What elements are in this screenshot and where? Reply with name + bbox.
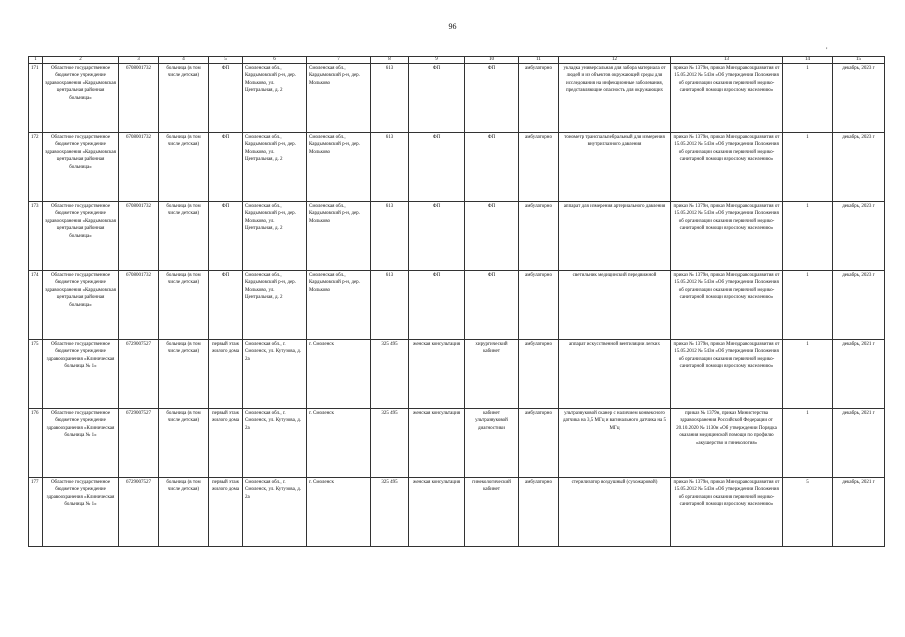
row-number-cell: 172 [29, 133, 43, 202]
column-number: 12 [559, 57, 671, 64]
table-row [29, 478, 885, 547]
inn-cell: 6729007527 [119, 409, 159, 478]
table-row [29, 271, 885, 340]
care-form-cell: амбулаторно [519, 202, 559, 271]
equipment-cell: тонометр транспальпебральный для измерения внутриглазного давления [559, 133, 671, 202]
column-number: 3 [119, 57, 159, 64]
area-cell: Смоленская обл., Кардымовский р-н, дер. Мольково [307, 64, 371, 133]
quantity-cell: 1 [783, 64, 833, 133]
column-number-row [29, 57, 885, 64]
row-number-cell: 176 [29, 409, 43, 478]
column-number: 11 [519, 57, 559, 64]
equipment-cell: укладка универсальная для забора материала от людей и из объектов окружающей среды для исследования на инфекционные заболевания, представляющие опасность для окружающих [559, 64, 671, 133]
inn-cell: 6708001732 [119, 133, 159, 202]
page-mark: , [826, 44, 828, 50]
care-form-cell: амбулаторно [519, 340, 559, 409]
row-number-cell: 177 [29, 478, 43, 547]
inn-cell: 6708001732 [119, 202, 159, 271]
code-cell: 325 495 [371, 478, 409, 547]
quantity-cell: 1 [783, 133, 833, 202]
quantity-cell: 1 [783, 202, 833, 271]
placement-cell: ФП [209, 202, 243, 271]
equipment-cell: стерилизатор воздушный (сухожаровой) [559, 478, 671, 547]
order-cell: приказ № 1379н, приказ Минздравсоцразвития от 15.05.2012 № 543н «Об утверждении Положения об организации оказания первичной медико-санитарной помощи взрослому населению» [671, 64, 783, 133]
care-form-cell: амбулаторно [519, 64, 559, 133]
area-cell: г. Смоленск [307, 340, 371, 409]
organization-cell: Областное государственное бюджетное учреждение здравоохранения «Кардымовская центральная районная больница» [43, 64, 119, 133]
row-number-cell: 171 [29, 64, 43, 133]
unit-cell: женская консультация [409, 409, 465, 478]
order-cell: приказ № 1379н, приказ Минздравсоцразвития от 15.05.2012 № 543н «Об утверждении Положения об организации оказания первичной медико-санитарной помощи взрослому населению» [671, 202, 783, 271]
area-cell: Смоленская обл., Кардымовский р-н, дер. Мольково [307, 133, 371, 202]
unit-cell: женская консультация [409, 340, 465, 409]
column-number: 13 [671, 57, 783, 64]
cabinet-cell: кабинет ультразвуковой диагностики [465, 409, 519, 478]
column-number: 14 [783, 57, 833, 64]
order-cell: приказ № 1379н, приказ Минздравсоцразвития от 15.05.2012 № 543н «Об утверждении Положения об организации оказания первичной медико-санитарной помощи взрослому населению» [671, 133, 783, 202]
placement-cell: первый этаж жилого дома [209, 409, 243, 478]
address-cell: Смоленская обл., Кардымовский р-н, дер. Мольково, ул. Центральная, д. 2 [243, 271, 307, 340]
equipment-cell: аппарат для измерения артериального давления [559, 202, 671, 271]
cabinet-cell: ФП [465, 202, 519, 271]
care-form-cell: амбулаторно [519, 271, 559, 340]
order-cell: приказ № 1379н, приказ Минздравсоцразвития от 15.05.2012 № 543н «Об утверждении Положения об организации оказания первичной медико-санитарной помощи взрослому населению» [671, 478, 783, 547]
quantity-cell: 1 [783, 409, 833, 478]
column-number: 15 [833, 57, 885, 64]
unit-cell: ФП [409, 271, 465, 340]
quantity-cell: 5 [783, 478, 833, 547]
care-form-cell: амбулаторно [519, 409, 559, 478]
cabinet-cell: гинекологический кабинет [465, 478, 519, 547]
facility-type-cell: больница (в том числе детская) [159, 202, 209, 271]
code-cell: 325 495 [371, 409, 409, 478]
table-row [29, 340, 885, 409]
placement-cell: первый этаж жилого дома [209, 340, 243, 409]
column-number: 5 [209, 57, 243, 64]
cabinet-cell: ФП [465, 133, 519, 202]
date-cell: декабрь, 2023 г [833, 64, 885, 133]
care-form-cell: амбулаторно [519, 478, 559, 547]
page-number: 96 [448, 22, 457, 31]
organization-cell: Областное государственное бюджетное учреждение здравоохранения «Кардымовская центральная районная больница» [43, 133, 119, 202]
row-number-cell: 174 [29, 271, 43, 340]
facility-type-cell: больница (в том числе детская) [159, 340, 209, 409]
date-cell: декабрь, 2023 г [833, 133, 885, 202]
quantity-cell: 1 [783, 271, 833, 340]
table-row [29, 64, 885, 133]
address-cell: Смоленская обл., г. Смоленск, ул. Кутузова, д. 2а [243, 478, 307, 547]
address-cell: Смоленская обл., Кардымовский р-н, дер. Мольково, ул. Центральная, д. 2 [243, 64, 307, 133]
unit-cell: ФП [409, 64, 465, 133]
order-cell: приказ № 1379н, приказ Минздравсоцразвития от 15.05.2012 № 543н «Об утверждении Положения об организации оказания первичной медико-санитарной помощи взрослому населению» [671, 340, 783, 409]
code-cell: 613 [371, 202, 409, 271]
cabinet-cell: ФП [465, 271, 519, 340]
facility-type-cell: больница (в том числе детская) [159, 409, 209, 478]
date-cell: декабрь, 2023 г [833, 271, 885, 340]
address-cell: Смоленская обл., г. Смоленск, ул. Кутузова, д. 2а [243, 340, 307, 409]
column-number: 4 [159, 57, 209, 64]
column-number: 7 [307, 57, 371, 64]
address-cell: Смоленская обл., г. Смоленск, ул. Кутузова, д. 2а [243, 409, 307, 478]
address-cell: Смоленская обл., Кардымовский р-н, дер. Мольково, ул. Центральная, д. 2 [243, 202, 307, 271]
table-row [29, 202, 885, 271]
area-cell: г. Смоленск [307, 409, 371, 478]
order-cell: приказ № 1379н, приказ Министерства здравоохранения Российской Федерации от 20.10.2020 № 1130н «Об утверждении Порядка оказания медицинской помощи по профилю «акушерство и гинекология» [671, 409, 783, 478]
inn-cell: 6729007527 [119, 340, 159, 409]
facility-type-cell: больница (в том числе детская) [159, 478, 209, 547]
inn-cell: 6729007527 [119, 478, 159, 547]
placement-cell: ФП [209, 64, 243, 133]
address-cell: Смоленская обл., Кардымовский р-н, дер. Мольково, ул. Центральная, д. 2 [243, 133, 307, 202]
table-row [29, 409, 885, 478]
order-cell: приказ № 1379н, приказ Минздравсоцразвития от 15.05.2012 № 543н «Об утверждении Положения об организации оказания первичной медико-санитарной помощи взрослому населению» [671, 271, 783, 340]
equipment-cell: светильник медицинский передвижной [559, 271, 671, 340]
registry-body [29, 64, 885, 547]
row-number-cell: 173 [29, 202, 43, 271]
code-cell: 613 [371, 133, 409, 202]
facility-type-cell: больница (в том числе детская) [159, 271, 209, 340]
equipment-cell: аппарат искусственной вентиляции легких [559, 340, 671, 409]
unit-cell: ФП [409, 133, 465, 202]
date-cell: декабрь, 2021 г [833, 409, 885, 478]
date-cell: декабрь, 2023 г [833, 202, 885, 271]
unit-cell: женская консультация [409, 478, 465, 547]
placement-cell: первый этаж жилого дома [209, 478, 243, 547]
area-cell: Смоленская обл., Кардымовский р-н, дер. Мольково [307, 271, 371, 340]
organization-cell: Областное государственное бюджетное учреждение здравоохранения «Кардымовская центральная районная больница» [43, 202, 119, 271]
organization-cell: Областное государственное бюджетное учреждение здравоохранения «Клиническая больница № 1» [43, 340, 119, 409]
facility-type-cell: больница (в том числе детская) [159, 64, 209, 133]
quantity-cell: 1 [783, 340, 833, 409]
date-cell: декабрь, 2021 г [833, 478, 885, 547]
inn-cell: 6708001732 [119, 271, 159, 340]
facility-type-cell: больница (в том числе детская) [159, 133, 209, 202]
unit-cell: ФП [409, 202, 465, 271]
column-number: 10 [465, 57, 519, 64]
cabinet-cell: ФП [465, 64, 519, 133]
column-number: 2 [43, 57, 119, 64]
equipment-registry-table [28, 56, 885, 547]
code-cell: 325 495 [371, 340, 409, 409]
organization-cell: Областное государственное бюджетное учреждение здравоохранения «Клиническая больница № 1» [43, 478, 119, 547]
column-number: 1 [29, 57, 43, 64]
placement-cell: ФП [209, 271, 243, 340]
cabinet-cell: хирургический кабинет [465, 340, 519, 409]
column-number: 9 [409, 57, 465, 64]
column-number: 8 [371, 57, 409, 64]
code-cell: 613 [371, 271, 409, 340]
care-form-cell: амбулаторно [519, 133, 559, 202]
placement-cell: ФП [209, 133, 243, 202]
code-cell: 613 [371, 64, 409, 133]
organization-cell: Областное государственное бюджетное учреждение здравоохранения «Клиническая больница № 1» [43, 409, 119, 478]
date-cell: декабрь, 2021 г [833, 340, 885, 409]
table-row [29, 133, 885, 202]
equipment-cell: ультразвуковой сканер с наличием конвексного датчика на 3,5 МГц и вагинального датчика на 5 МГц [559, 409, 671, 478]
area-cell: Смоленская обл., Кардымовский р-н, дер. Мольково [307, 202, 371, 271]
organization-cell: Областное государственное бюджетное учреждение здравоохранения «Кардымовская центральная районная больница» [43, 271, 119, 340]
column-number: 6 [243, 57, 307, 64]
inn-cell: 6708001732 [119, 64, 159, 133]
row-number-cell: 175 [29, 340, 43, 409]
area-cell: г. Смоленск [307, 478, 371, 547]
